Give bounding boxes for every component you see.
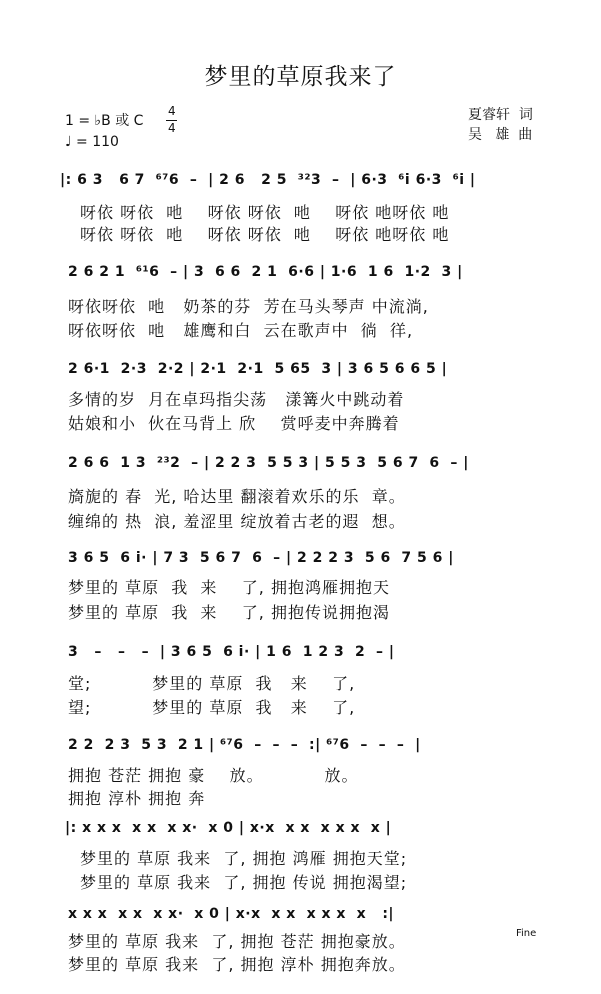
system-1-lyrics-verse-2: 呀依 呀依 吔 呀依 呀依 吔 呀依 吔呀依 吔 xyxy=(80,225,450,244)
system-4-notes: 2 6 6 1 3 ²³2 – | 2 2 3 5 5 3 | 5 5 3 5 6 7 6 – | xyxy=(68,455,469,471)
time-signature-bottom: 4 xyxy=(168,121,176,135)
system-8-lyrics-verse-2: 梦里的 草原 我来 了, 拥抱 传说 拥抱渴望; xyxy=(80,873,408,892)
system-5-lyrics-verse-1: 梦里的 草原 我 来 了, 拥抱鸿雁拥抱天 xyxy=(68,578,390,597)
system-6-notes: 3 – – – | 3 6 5 6 i· | 1 6 1 2 3 2 – | xyxy=(68,644,395,660)
system-2-lyrics-verse-2: 呀依呀依 吔 雄鹰和白 云在歌声中 徜 徉, xyxy=(68,321,414,340)
system-7-lyrics-verse-1: 拥抱 苍茫 拥抱 豪 放。 放。 xyxy=(68,766,359,785)
key-signature: 1 = ♭B 或 C xyxy=(65,113,144,129)
system-7-lyrics-verse-2: 拥抱 淳朴 拥抱 奔 xyxy=(68,789,206,808)
system-2-lyrics-verse-1: 呀依呀依 吔 奶茶的芬 芳在马头琴声 中流淌, xyxy=(68,297,429,316)
system-7-notes: 2 2 2 3 5 3 2 1 | ⁶⁷6 – – – :| ⁶⁷6 – – – | xyxy=(68,737,421,753)
system-2-notes: 2 6 2 1 ⁶¹6 – | 3 6 6 2 1 6·6 | 1·6 1 6 1·2 3 | xyxy=(68,264,463,280)
time-signature-top: 4 xyxy=(168,104,176,118)
system-3-lyrics-verse-1: 多情的岁 月在卓玛指尖荡 漾篝火中跳动着 xyxy=(68,390,405,409)
song-title: 梦里的草原我来了 xyxy=(204,64,397,90)
system-4-lyrics-verse-1: 旖旎的 春 光, 哈达里 翻滚着欢乐的乐 章。 xyxy=(68,487,406,506)
system-8-rhythm: |: x x x x x x x· x 0 | x·x x x x x x x | xyxy=(65,820,392,836)
system-9-lyrics-verse-1: 梦里的 草原 我来 了, 拥抱 苍茫 拥抱豪放。 xyxy=(68,932,406,951)
lyricist-credit: 夏睿轩 词 xyxy=(468,107,533,123)
system-4-lyrics-verse-2: 缠绵的 热 浪, 羞涩里 绽放着古老的遐 想。 xyxy=(68,512,406,531)
system-9-lyrics-verse-2: 梦里的 草原 我来 了, 拥抱 淳朴 拥抱奔放。 xyxy=(68,955,406,974)
system-1-notes: |: 6 3 6 7 ⁶⁷6 – | 2 6 2 5 ³²3 – | 6·3 ⁶i 6·3 ⁶i | xyxy=(60,172,476,188)
tempo-marking: ♩ = 110 xyxy=(65,134,119,150)
system-3-lyrics-verse-2: 姑娘和小 伙在马背上 欣 赏呼麦中奔腾着 xyxy=(68,414,400,433)
system-6-lyrics-verse-2: 望; 梦里的 草原 我 来 了, xyxy=(68,698,356,717)
system-6-lyrics-verse-1: 堂; 梦里的 草原 我 来 了, xyxy=(68,674,356,693)
system-3-notes: 2 6·1 2·3 2·2 | 2·1 2·1 5 65 3 | 3 6 5 6 6 5 | xyxy=(68,361,448,377)
composer-credit: 吴 雄 曲 xyxy=(468,127,533,143)
system-5-lyrics-verse-2: 梦里的 草原 我 来 了, 拥抱传说拥抱渴 xyxy=(68,603,390,622)
fine-marking: Fine xyxy=(516,928,537,939)
system-8-lyrics-verse-1: 梦里的 草原 我来 了, 拥抱 鸿雁 拥抱天堂; xyxy=(80,849,408,868)
system-5-notes: 3 6 5 6 i· | 7 3 5 6 7 6 – | 2 2 2 3 5 6 7 5 6 | xyxy=(68,550,454,566)
system-1-lyrics-verse-1: 呀依 呀依 吔 呀依 呀依 吔 呀依 吔呀依 吔 xyxy=(80,203,450,222)
system-9-rhythm: x x x x x x x· x 0 | x·x x x x x x x :| xyxy=(68,906,395,922)
